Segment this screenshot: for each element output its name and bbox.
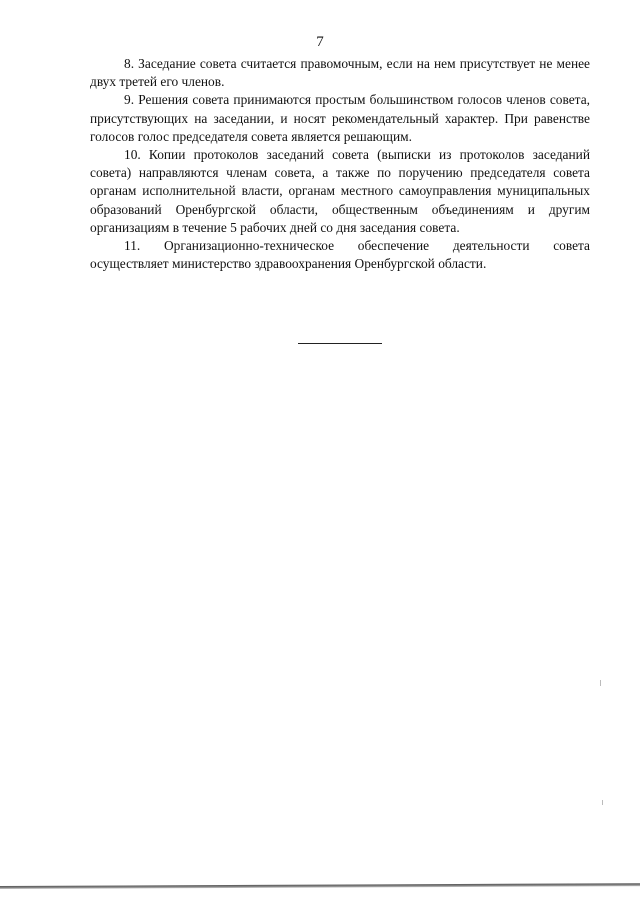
page-number: 7: [316, 34, 324, 50]
scan-artifact: [602, 800, 603, 805]
end-separator-line: [298, 343, 382, 344]
paragraph-9: 9. Решения совета принимаются простым большинством голосов членов совета, присутствующих на заседании, и носят рекомендательный характер. При равенстве голосов голос председателя совета является решающим.: [90, 92, 590, 144]
paragraph-10: 10. Копии протоколов заседаний совета (выписки из протоколов заседаний совета) направляются членам совета, а также по поручению председателя совета органам исполнительной власти, органам местного самоуправления муниципальных образований Оренбургской области, общественным объединениям и другим организациям в течение 5 рабочих дней со дня заседания совета.: [90, 147, 590, 235]
scan-artifact: [600, 680, 601, 686]
paragraph-11: 11. Организационно-техническое обеспечение деятельности совета осуществляет министерство здравоохранения Оренбургской области.: [90, 238, 590, 272]
paragraph-8: 8. Заседание совета считается правомочным, если на нем присутствует не менее двух третей его членов.: [90, 56, 590, 90]
document-body: [90, 55, 590, 273]
scan-bottom-edge: [0, 883, 640, 889]
